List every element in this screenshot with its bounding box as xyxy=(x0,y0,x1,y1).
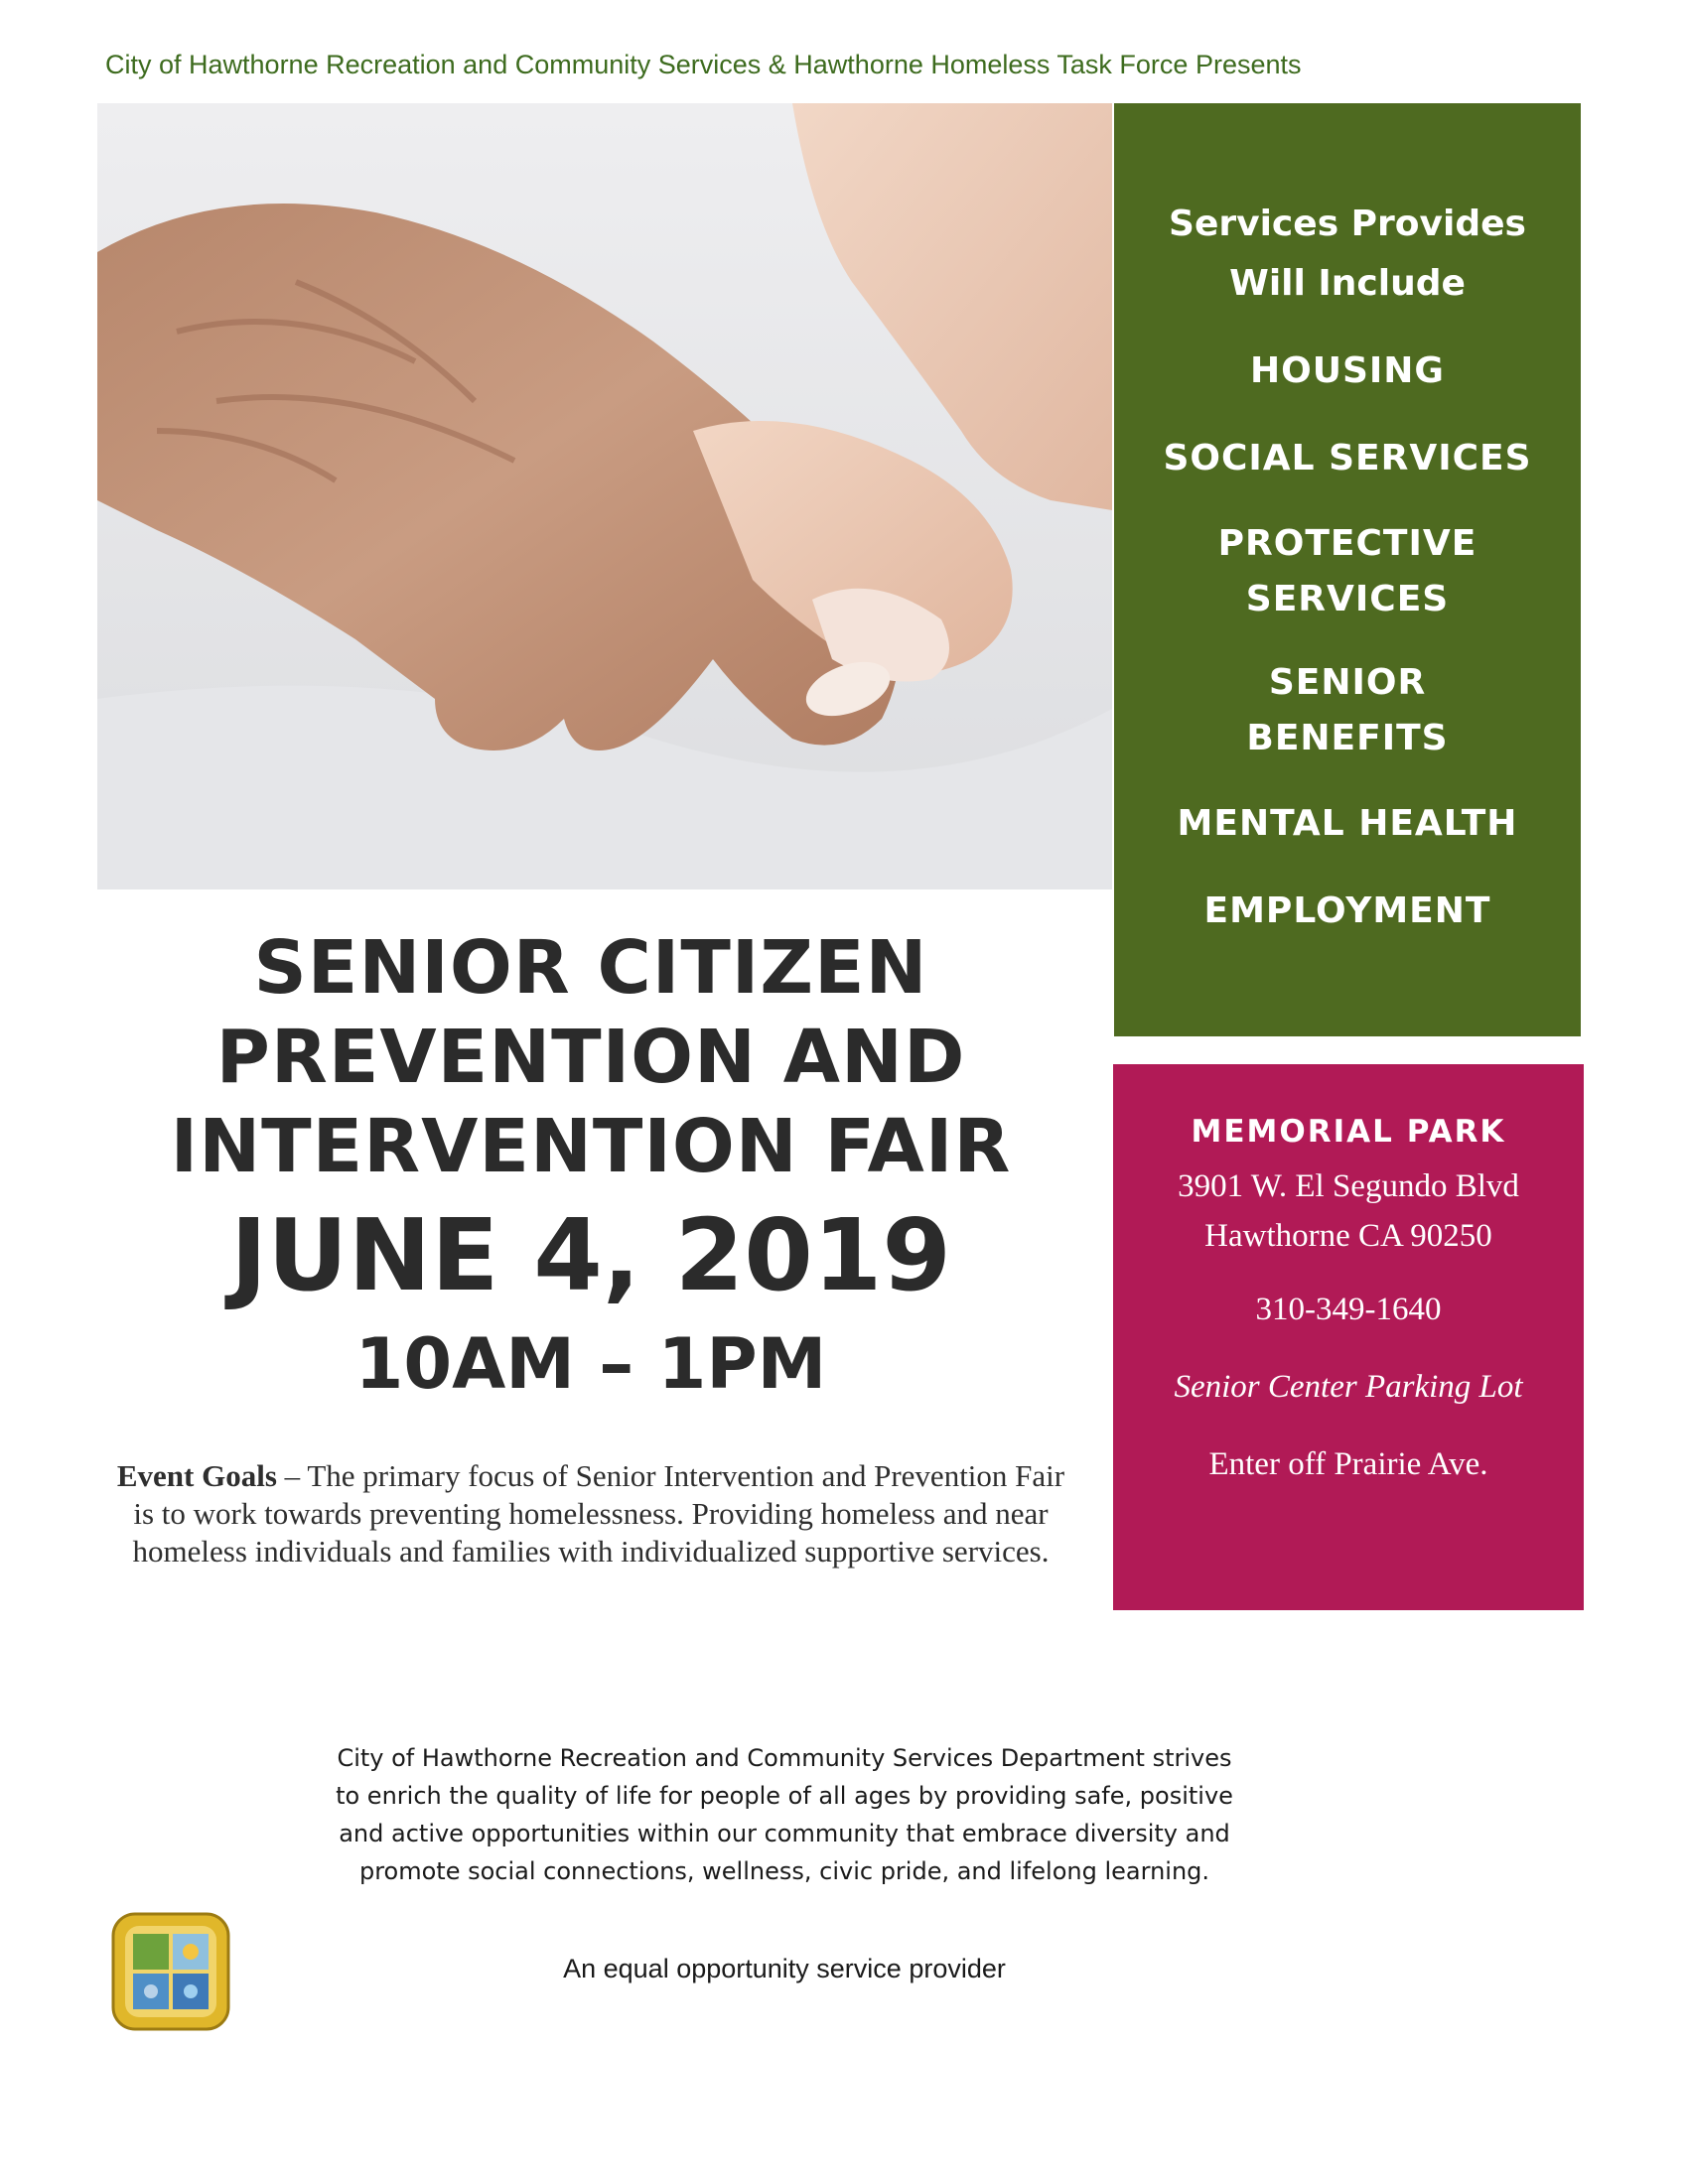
services-panel xyxy=(1114,103,1581,1036)
phone-number: 310-349-1640 xyxy=(1255,1292,1442,1327)
mission-statement xyxy=(298,1739,1271,1890)
event-goals xyxy=(109,1457,1072,1570)
service-item xyxy=(1114,341,1581,401)
service-item xyxy=(1114,655,1581,766)
service-item-line: HOUSING xyxy=(1250,350,1445,391)
service-item-line: SENIOR xyxy=(1268,662,1427,703)
entry-directions: Enter off Prairie Ave. xyxy=(1208,1446,1488,1482)
hands-photo xyxy=(97,103,1112,889)
services-intro xyxy=(1114,195,1581,314)
services-intro-line: Services Provides xyxy=(1169,204,1526,244)
equal-opportunity-note: An equal opportunity service provider xyxy=(563,1954,1006,1983)
mission-line: promote social connections, wellness, civic pride, and lifelong learning. xyxy=(358,1857,1210,1885)
event-title-line: INTERVENTION FAIR xyxy=(170,1104,1012,1189)
service-item-line: EMPLOYMENT xyxy=(1203,890,1491,931)
service-item xyxy=(1114,882,1581,941)
service-item-line: BENEFITS xyxy=(1246,718,1449,758)
event-title-line: PREVENTION AND xyxy=(215,1015,966,1100)
service-item-line: PROTECTIVE xyxy=(1217,523,1477,564)
event-goals-label: Event Goals xyxy=(116,1458,277,1493)
mission-line: to enrich the quality of life for people of all ages by providing safe, positive xyxy=(336,1782,1233,1810)
service-item xyxy=(1114,794,1581,854)
event-title-block xyxy=(99,923,1082,1410)
services-list xyxy=(1114,341,1581,941)
service-item-line: MENTAL HEALTH xyxy=(1177,803,1518,844)
service-item-line: SOCIAL SERVICES xyxy=(1163,438,1532,478)
event-title-line: SENIOR CITIZEN xyxy=(253,925,928,1011)
service-item xyxy=(1114,429,1581,488)
holding-hands-icon xyxy=(97,103,1112,889)
city-seal-icon xyxy=(111,1912,230,2031)
address-line-1: 3901 W. El Segundo Blvd xyxy=(1178,1168,1519,1204)
location-panel xyxy=(1113,1064,1584,1610)
service-item xyxy=(1114,516,1581,627)
presenter-line: City of Hawthorne Recreation and Community Services & Hawthorne Homeless Task Force Presents xyxy=(105,50,1302,79)
service-item-line: SERVICES xyxy=(1245,579,1450,619)
event-date: JUNE 4, 2019 xyxy=(230,1197,951,1313)
mission-line: and active opportunities within our community that embrace diversity and xyxy=(339,1820,1230,1847)
event-time: 10AM – 1PM xyxy=(354,1323,827,1405)
address-line-2: Hawthorne CA 90250 xyxy=(1204,1218,1492,1254)
park-name: MEMORIAL PARK xyxy=(1191,1114,1506,1150)
parking-location: Senior Center Parking Lot xyxy=(1174,1369,1523,1405)
mission-line: City of Hawthorne Recreation and Community Services Department strives xyxy=(337,1744,1232,1772)
services-intro-line: Will Include xyxy=(1229,263,1466,304)
event-goals-text: – The primary focus of Senior Intervention and Prevention Fair is to work towards preventing homelessness. Providing homeless and near homeless individuals and families with individualized supportive services. xyxy=(132,1458,1065,1569)
